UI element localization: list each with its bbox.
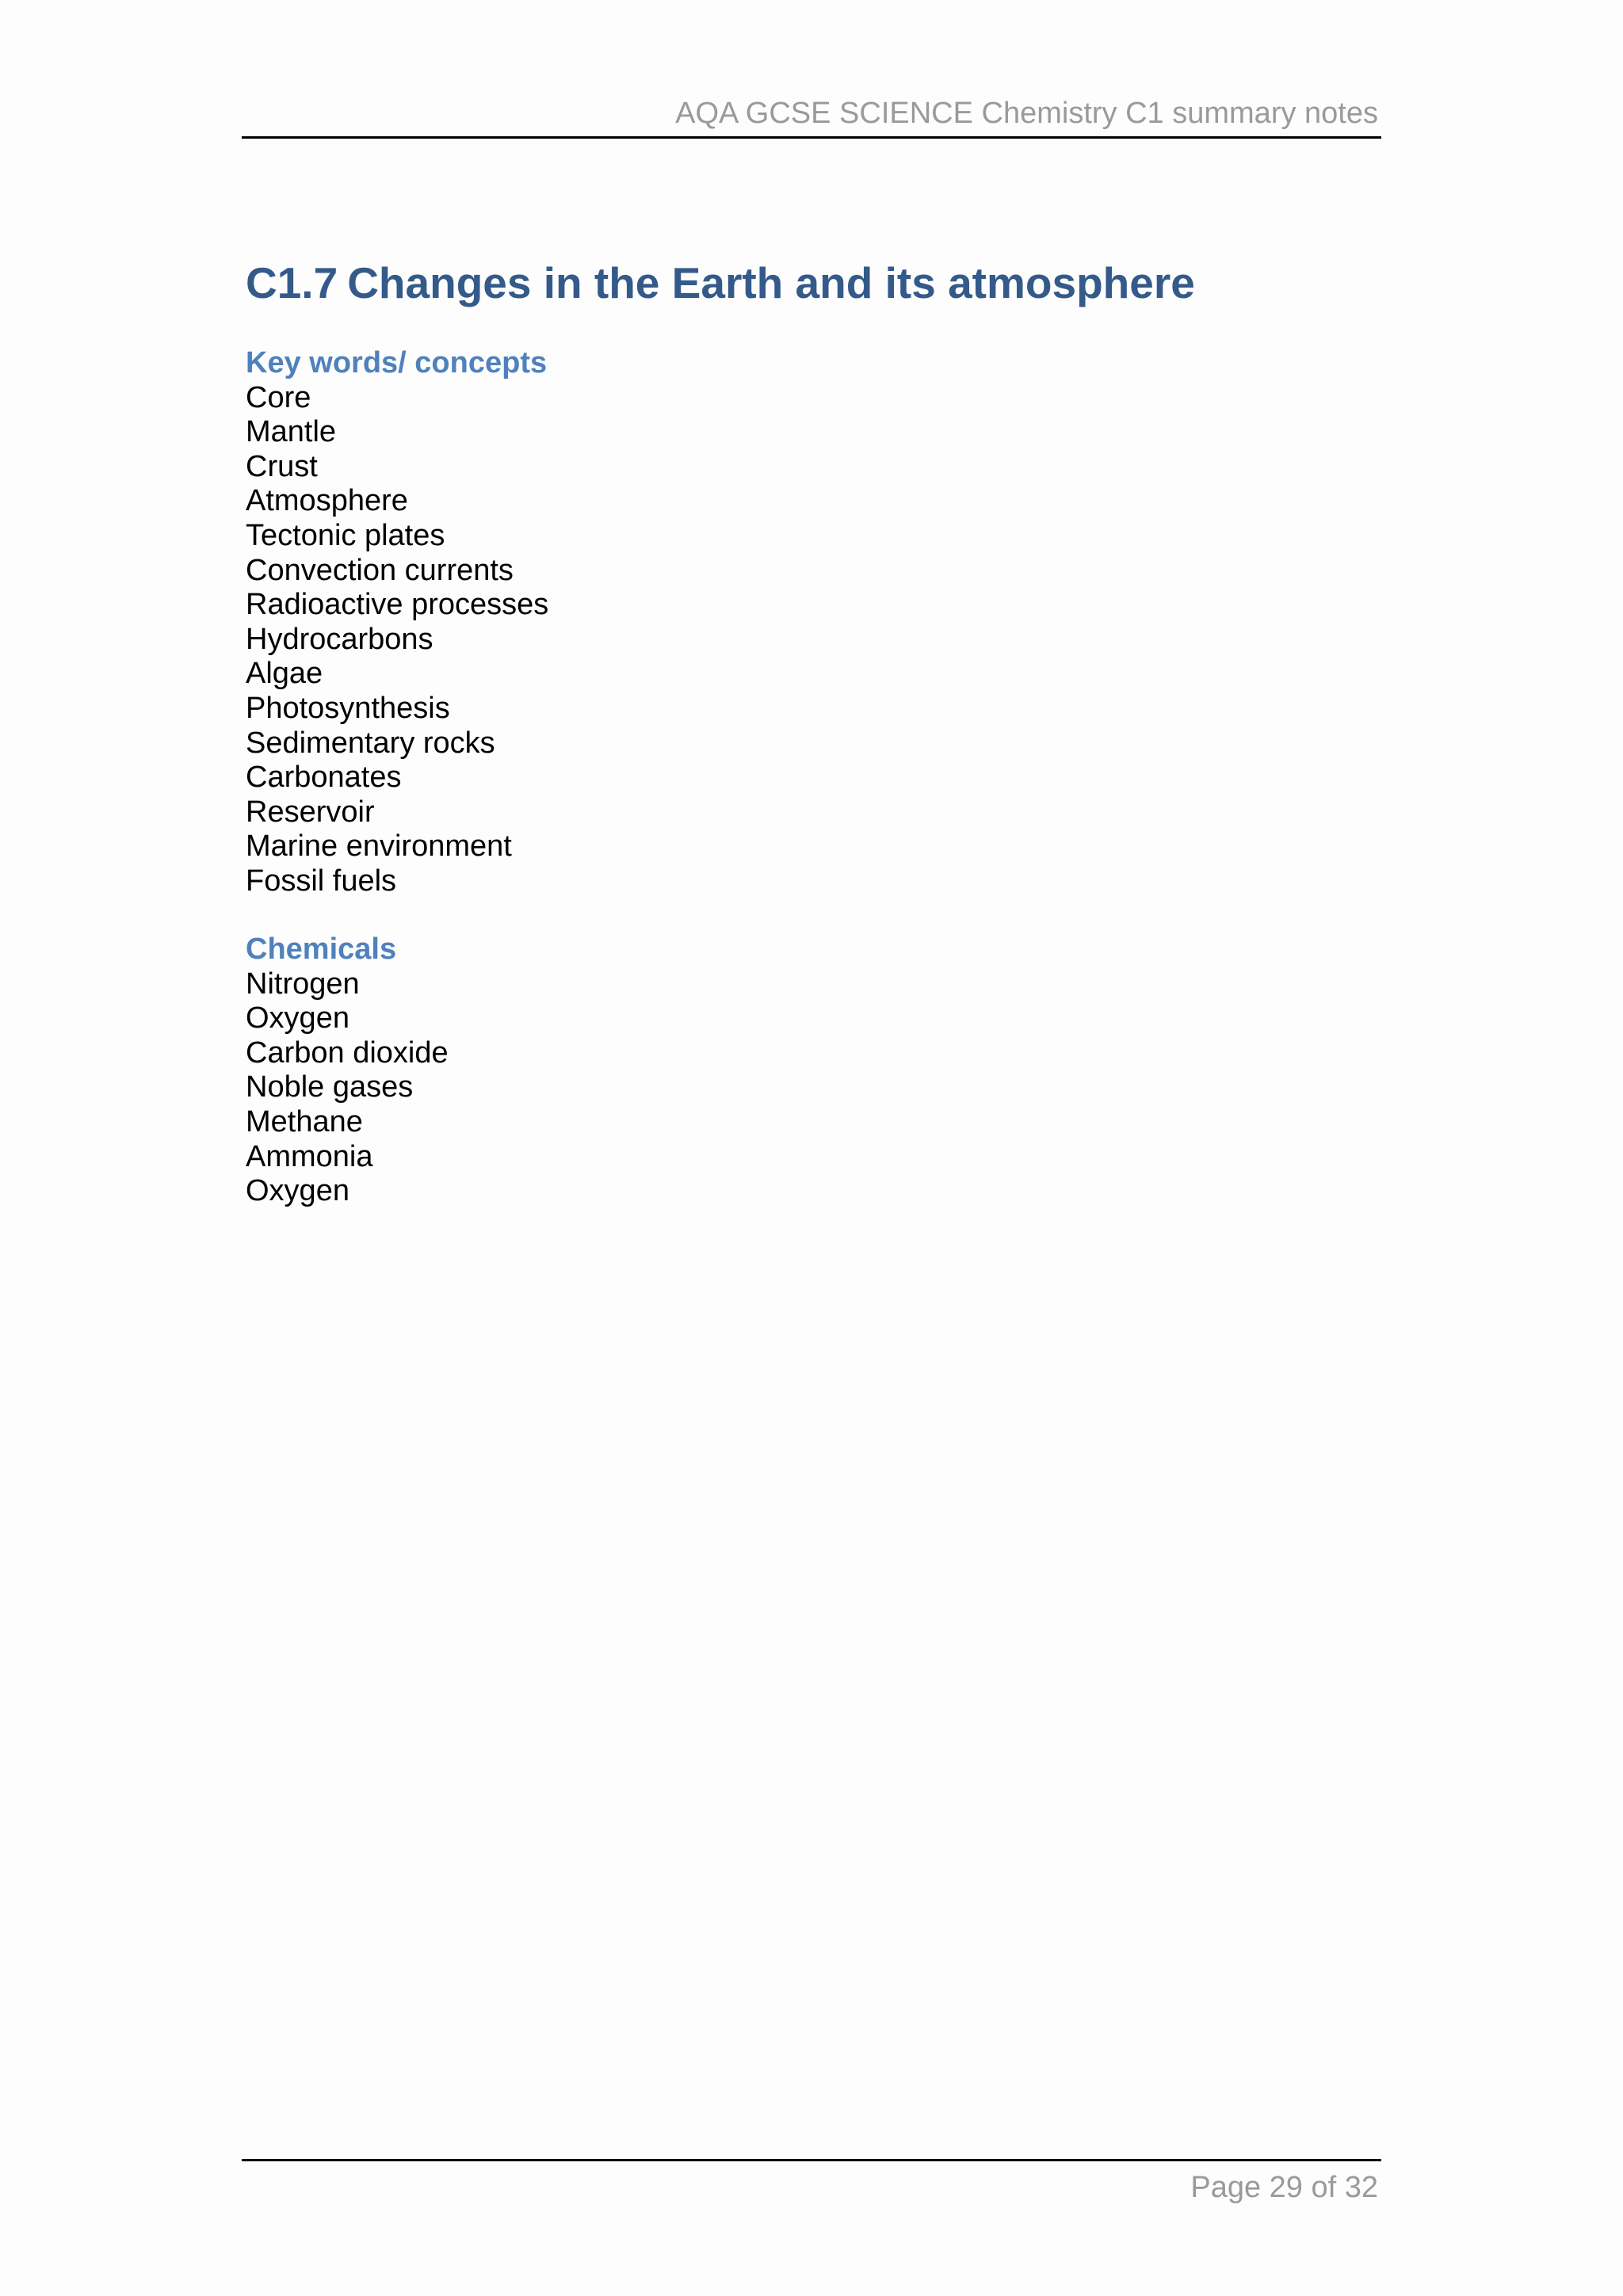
keyword-item: Marine environment: [246, 830, 512, 864]
keyword-item: Algae: [246, 657, 323, 691]
page-header: [242, 89, 1381, 139]
chemicals-heading: Chemicals: [246, 933, 397, 966]
keyword-item: Mantle: [246, 415, 337, 449]
chemical-item: Ammonia: [246, 1139, 373, 1173]
keyword-item: Radioactive processes: [246, 588, 549, 622]
keyword-item: Carbonates: [246, 761, 402, 795]
keywords-section: [246, 346, 548, 899]
chemical-item: Oxygen: [246, 1174, 349, 1208]
section-number: C1.7: [246, 258, 338, 307]
section-title-text: Changes in the Earth and its atmosphere: [347, 258, 1195, 307]
keyword-item: Core: [246, 380, 311, 414]
chemical-item: Oxygen: [246, 1001, 349, 1035]
keywords-heading: Key words/ concepts: [246, 346, 548, 379]
chemical-item: Noble gases: [246, 1070, 414, 1104]
keyword-item: Fossil fuels: [246, 864, 397, 898]
chemical-item: Nitrogen: [246, 967, 360, 1001]
chemical-item: Methane: [246, 1104, 363, 1138]
keyword-item: Reservoir: [246, 795, 375, 829]
keyword-item: Photosynthesis: [246, 691, 450, 725]
keyword-item: Hydrocarbons: [246, 622, 433, 656]
page-number: Page 29 of 32: [1190, 2171, 1378, 2204]
chemicals-section: [246, 933, 449, 1209]
keyword-item: Sedimentary rocks: [246, 726, 495, 760]
keyword-item: Tectonic plates: [246, 518, 445, 552]
section-title: [246, 258, 1195, 307]
page-footer: [242, 2159, 1381, 2209]
chemical-item: Carbon dioxide: [246, 1035, 449, 1070]
keyword-item: Atmosphere: [246, 484, 408, 518]
keyword-item: Convection currents: [246, 553, 514, 587]
header-text: AQA GCSE SCIENCE Chemistry C1 summary notes: [675, 97, 1378, 130]
keyword-item: Crust: [246, 449, 318, 483]
